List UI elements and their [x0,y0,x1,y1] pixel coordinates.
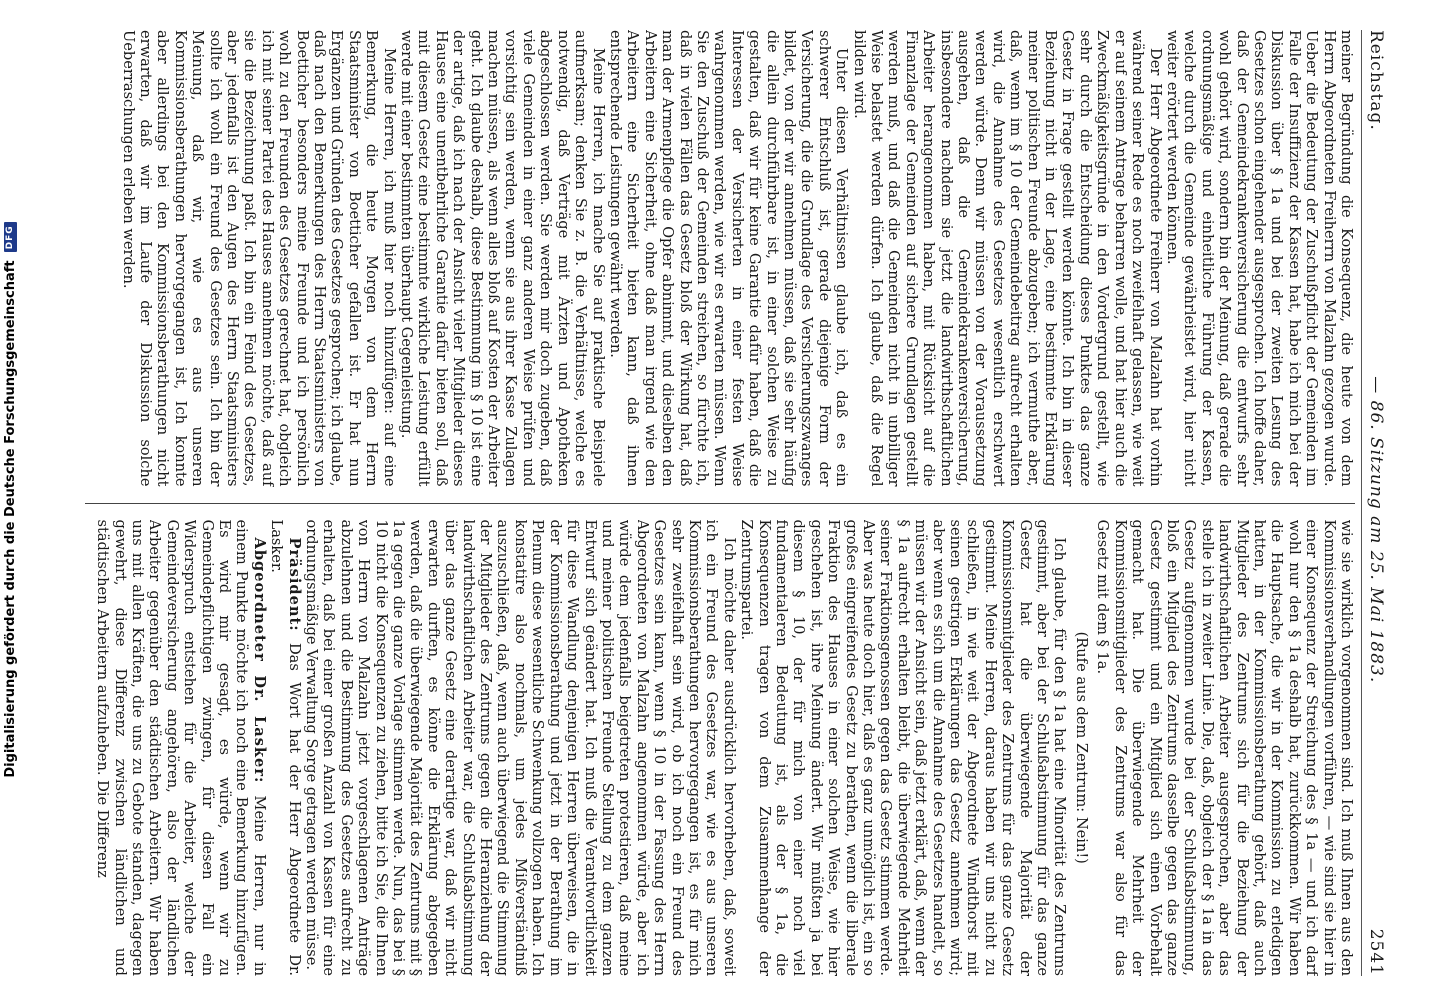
left-paragraph-3: Unter diesen Verhältnissen glaube ich, daß es ein schwerer Entschluß ist, gerade diejenige Form der Versicherung, die die Grundlage des Versicherungszwanges bildet, von der wir annehmen müssen, daß sie sehr häufig die allein durchführbare ist, in einer solchen Weise zu gestalten, daß wir für keine Garantie dafür haben, daß die Interessen der Versicherten in einer festen Weise wahrgenommen werden, wie wir es erwarten müssen. Wenn Sie den Zuschuß der Gemeinden streichen, so fürchte ich, daß in vielen Fällen das Gesetz bloß der Wirkung hat, daß man der Armenpflege die Opfer abnimmt, und dieselben den Arbeitern eine Sicherheit, ohne daß man irgend wie den Arbeitern eine Sicherheit bieten kann, daß ihnen entsprechende Leistungen gewährt werden. [606,30,851,487]
page-number: 2541 [1366,928,1386,976]
left-paragraph-4: Meine Herren, ich mache Sie auf praktische Beispiele aufmerksam; denken Sie z. B. die Verhältnisse, welche es notwendig, daß Verträge mit Ärzten und Apotheken abgeschlossen werden. Sie werden mir doch zugeben, daß viele Gemeinden in einer ganz anderen Weise prüfen und vorsichtig sein werden, wenn sie aus ihrer Kasse Zulagen machen müssen, als wenn alles bloß auf Kosten der Arbeiter geht. Ich glaube deshalb, diese Bestimmung im § 10 ist eine der artige, daß ich nach der Ansicht vieler Mitglieder dieses Hauses eine unentbehrliche Garantie dafür bieten soll, daß mit diesem Gesetz eine bestimmte wirkliche Leistung erfüllt werde mit einer bestimmten überhaupt Gegenleistung. [398,30,607,487]
dfg-logo-icon: DFG [4,222,17,252]
lasker-speaker: Abgeordneter Dr. Lasker: [250,537,268,784]
lasker-text: Meine Herren, nur in einem Punkte möchte ich noch eine Bemerkung hinzufügen. Es wird mir gesagt, es würde, wenn wir zu Gemeindepflichtigen zwingen, für diesen Fall ein Widerspruch entstehen für die Arbeiter, welche der Gemeindeversicherung angehören, also der ländlichen Arbeiter gegenüber den städtischen Arbeitern. Wir haben uns mit allen Kräften, die uns zu Gebote standen, dagegen gewehrt, diese Differenz zwischen ländlichen und städtischen Arbeitern aufzuheben. Die Differenz [94,519,268,976]
rotated-page [60,0,1400,1000]
left-paragraph-1: meiner Begründung die Konsequenz, die heute von dem Herrn Abgeordneten Freiherrn von Malzahn gezogen wurde. Ueber die Bedeutung der Zuschußpflicht der Gemeinden im Falle der Insuffizienz der Kassen hat, habe ich mich bei der Diskussion über § 1a und bei der zweiten Lesung des Gesetzes schon eingehender ausgesprochen. Ich hoffe daher, daß der Gemeindekrankenversicherung die entwurfs sehr wohl gehört wird, sondern bin der Meinung, daß gerade die ordnungsmäßige und einheitliche Führung der Kassen, welche durch die Gemeinde gewährleistet wird, hier nicht weiter erörtert werden können. [1163,30,1355,487]
left-paragraph-2: Der Herr Abgeordnete Freiherr von Malzahn hat vorhin während seiner Rede es noch zweifelhaft gelassen, wie weit er auf seinem Antrage beharren wolle, und hat hier auch die Zweckmäßigkeitsgründe in den Vordergrund gestellt, wie sehr durch die Entscheidung dieses Punktes das ganze Gesetz in Frage gestellt werden könnte. Ich bin in dieser Beziehung nicht in der Lage, eine bestimmte Erklärung meiner politischen Freunde abzugeben; ich vermuthe aber, daß, wenn im § 10 der Gemeindebeitrag aufrecht erhalten wird, die Annahme des Gesetzes wesentlich erschwert werden würde. Denn wir müssen von der Voraussetzung ausgehen, daß die Gemeindekrankenversicherung, insbesondere nachdem sie jetzt die landwirthschaftlichen Arbeiter herangenommen haben, mit Rücksicht auf die Finanzlage der Gemeinden auf sichere Grundlagen gestellt werden muß, und daß die Gemeinden nicht in unbilliger Weise belastet werden dürfen. Ich glaube, daß die Regel bilden wird. [850,30,1164,487]
right-paragraph-3: Ich möchte daher ausdrücklich hervorheben, daß, soweit ich ein Freund des Gesetzes war, wie es aus unseren Kommissionsberathungen hervorgegangen ist, es für mich sehr zweifelhaft sein wird, ob ich noch ein Freund des Gesetzes sein kann, wenn § 10 in der Fassung des Herrn Abgeordneten von Malzahn angenommen würde, aber ich würde dem jedenfalls beigetreten protestieren, daß meine und meiner politischen Freunde Stellung zu dem ganzen Entwurf sich geändert hat. Ich muß die Verantwortlichkeit für diese Wandlung denjenigen Herren überweisen, die in der Kommissionsberathung und jetzt in der Berathung im Plenum diese wesentliche Schwenkung vollzogen haben. Ich konstatire also nochmals, um jedes Mißverständniß auszuschließen, daß, wenn auch überwiegend die Stimmung der Mitglieder des Zentrums gegen die Heranziehung der landwirthschaftlichen Arbeiter war, die Schlußabstimmung über das ganze Gesetz eine derartige war, daß wir nicht erwarten durften, es könne die Erklärung abgegeben werden, daß die überwiegende Majorität des Zentrums mit § 1a gegen die ganze Vorlage stimmen werde. Nun, das bei § 10 nicht die Konsequenzen zu ziehen, bitte ich Sie, die Ihnen von Herrn von Malzahn jetzt vorgeschlagenen Anträge abzulehnen und die Bestimmung des Gesetzes aufrecht zu erhalten, daß bei einer großen Anzahl von Kassen für eine ordnungsmäßige Verwaltung Sorge getragen werden müsse. [303,519,738,976]
header-left: Reichstag. [1366,30,1386,131]
running-head [1361,30,1386,976]
lasker-speech [94,520,268,977]
column-divider [85,503,1355,504]
interjection: (Rufe aus dem Zentrum: Nein!) [1072,631,1090,864]
right-column [85,520,1355,977]
right-paragraph-1: wie sie wirklich vorgenommen sind. Ich muß Ihnen aus den Kommissionsverhandlungen vorführen, — wie sind sie hier in einer Konsequenz der Streichung des § 1a — und ich darf wohl nur den § 1a deshalb hat, zurückkommen. Wir haben die Hauptsache, die wir in der Kommission zu erledigen hatten, in der Kommissionsberathung gehört, daß auch Mitglieder des Zentrums sich für die Beziehung der landwirthschaftlichen Arbeiter ausgesprochen, aber das stelle ich in zweiter Linie. Die, daß, obgleich der § 1a in das Gesetz aufgenommen wurde bei der Schlußabstimmung, bloß ein Mitglied des Zentrums dasselbe gegen das ganze Gesetz gestimmt und ein Mitglied sich einen Vorbehalt gemacht hat. Die überwiegende Mehrheit der Kommissionsmitglieder des Zentrums war also für das Gesetz mit dem § 1a. [1094,519,1355,976]
left-column [85,30,1355,487]
footer-text: Digitalisierung gefördert durch die Deutsche Forschungsgemeinschaft [2,260,18,778]
dfg-footer [0,0,20,1000]
left-paragraph-5: Meine Herren, ich muß hier noch hinzufügen: auf eine Bemerkung, die heute Morgen von dem Herrn Staatsminister von Boetticher gefallen ist. Er hat nun Ergänzen und Gründen des Gesetzes gesprochen; ich glaube, daß nach den Bemerkungen des Herrn Staatsministers von Boetticher besonders meine Freunde und ich persönlich wohl zu den Freunden des Gesetzes gerechnet hat, obgleich ich mit seiner Partei des Hauses annehmen möchte, daß auf sie die Bezeichnung paßt. Ich bin ein Feind des Gesetzes, aber jedenfalls ist den Augen des Herrn Staatsministers sollte ich wohl ein Freund des Gesetzes sein. Ich bin der Meinung, daß wir, wie es aus unseren Kommissionsberathungen hervorgegangen ist, Ich konnte aber allerdings bei den Kommissionsberathungen nicht erwarten, daß wir im Laufe der Diskussion solche Ueberraschungen erleben werden. [119,30,398,487]
president-text: Das Wort hat der Herr Abgeordnete Dr. Lasker. [268,519,303,976]
president-remark [268,520,303,977]
text-columns [85,30,1355,976]
header-session: — 86. Sitzung am 25. Mai 1883. [1366,376,1386,684]
right-paragraph-2: Ich glaube, für den § 1a hat eine Minorität des Zentrums gestimmt, aber bei der Schlußabstimmung für das ganze Gesetz hat die überwiegende Majorität der Kommissionsmitglieder des Zentrums für das ganze Gesetz gestimmt. Meine Herren, daraus haben wir uns nicht zu schließen, in wie weit der Abgeordnete Windthorst mit seinen gestrigen Erklärungen das Gesetz annehmen wird; aber wenn es sich um die Annahme des Gesetzes handelt, so müssen wir der Ansicht sein, daß jetzt erklärt, daß, wenn der § 1a aufrecht erhalten bleibt, die überwiegende Mehrheit seiner Fraktionsgenossen gegen das Gesetz stimmen werde. Aber was heute doch hier, daß es ganz unmöglich ist, ein so großes eingreifendes Gesetz zu berathen, wenn die liberale Fraktion des Hauses in einer solchen Weise, wie hier geschehen ist, ihre Meinung ändert. Wir müßten ja bei diesem § 10, der für mich von einer noch viel fundamentaleren Bedeutung ist, als der § 1a, die Konsequenzen tragen von dem Zusammenhange der Zentrumspartei. [738,519,1069,976]
president-speaker: Präsident: [285,537,303,632]
